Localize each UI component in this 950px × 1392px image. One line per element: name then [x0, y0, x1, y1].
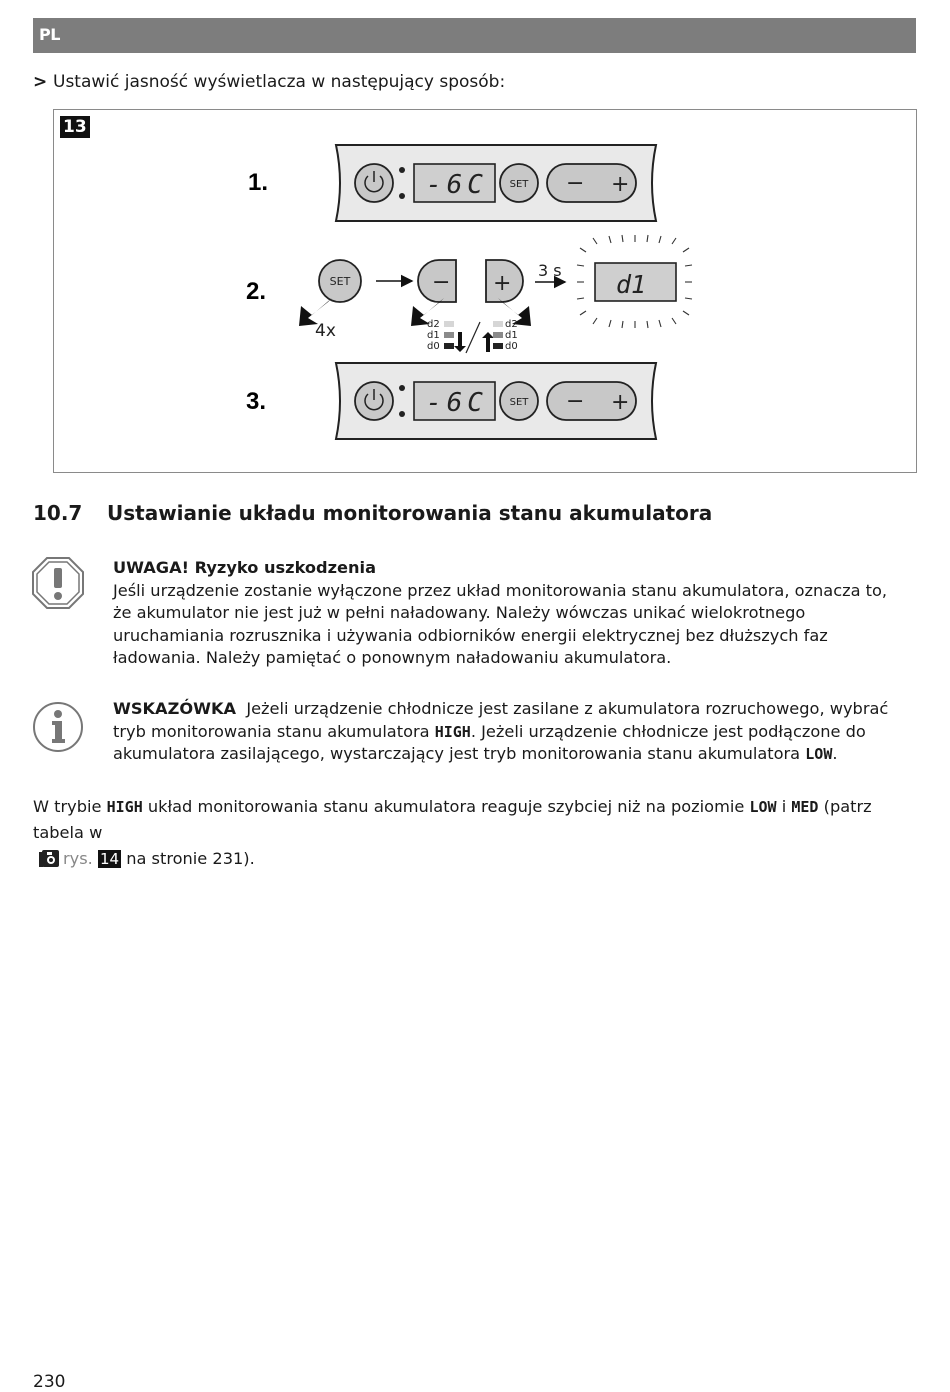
hint-text-3: . — [832, 744, 838, 763]
plus-label-2: + — [493, 271, 512, 296]
step-bullet: > — [33, 72, 48, 92]
step-text: Ustawić jasność wyświetlacza w następujący sposób: — [53, 72, 506, 92]
language-bar — [33, 18, 916, 53]
body-paragraph — [33, 794, 913, 872]
minus-label-2: − — [432, 270, 451, 295]
figure-number: 13 — [60, 116, 90, 138]
set-button-label: SET — [509, 179, 529, 190]
page-number: 230 — [33, 1372, 66, 1392]
para-mode-high: HIGH — [106, 798, 143, 816]
hint-text-2: . Jeżeli urządzenie chłodnicze jest podłączone do akumulatora zasilającego, wystarczający jest tryb monitorowania stanu akumulatora — [113, 721, 866, 763]
panel-row-1 — [336, 145, 656, 221]
para-text-1: W trybie — [33, 797, 102, 816]
camera-icon — [39, 850, 59, 867]
hint-heading: WSKAZÓWKA — [113, 699, 237, 718]
power-icon-row3[interactable] — [355, 382, 393, 420]
warning-heading: UWAGA! Ryzyko uszkodzenia — [113, 558, 376, 577]
control-panel-illustration — [54, 110, 916, 472]
warning-note — [113, 557, 898, 670]
display-value-row3: -6C — [426, 388, 488, 418]
level-d2: d2 — [427, 319, 440, 330]
hint-mode-high: HIGH — [434, 722, 471, 741]
plus-label: + — [611, 172, 630, 197]
para-text-4: (patrz tabela w — [33, 797, 872, 842]
instruction-step — [33, 72, 505, 92]
level-d1-up: d1 — [505, 330, 518, 341]
hint-text-1: Jeżeli urządzenie chłodnicze jest zasilane z akumulatora rozruchowego, wybrać tryb monitorowania stanu akumulatora — [113, 699, 889, 741]
row-label-3: 3. — [246, 388, 267, 415]
level-d0: d0 — [427, 341, 440, 352]
display-dim-value: d1 — [616, 270, 647, 299]
level-d1: d1 — [427, 330, 440, 341]
warning-octagon-icon — [31, 556, 85, 610]
para-text-2: układ monitorowania stanu akumulatora reaguje szybciej niż na poziomie — [147, 797, 745, 816]
panel-row-3 — [336, 363, 656, 439]
para-text-3: i — [781, 797, 787, 816]
figure-ref-label[interactable]: rys. — [63, 849, 93, 868]
section-heading — [33, 501, 712, 525]
row-label-2: 2. — [246, 278, 267, 305]
minus-label-row3: − — [566, 389, 585, 414]
hint-mode-low: LOW — [805, 745, 833, 763]
para-mode-low: LOW — [749, 798, 777, 816]
warning-body: Jeśli urządzenie zostanie wyłączone przez układ monitorowania stanu akumulatora, oznacza to, że akumulator nie jest już w pełni naładowany. Należy wówczas unikać wielokrotnego uruchamiania rozrusznika i używania odbiorników energii elektrycznej bez dłuższych faz ładowania. Należy pamiętać o ponownym naładowaniu akumulatora. — [113, 580, 888, 667]
figure-ref-number[interactable]: 14 — [99, 850, 120, 868]
language-code: PL — [39, 25, 60, 44]
figure-13 — [53, 109, 917, 473]
press-count: 4x — [315, 321, 336, 341]
power-icon[interactable] — [355, 164, 393, 202]
para-text-5: na stronie 231). — [126, 849, 255, 868]
plus-label-row3: + — [611, 390, 630, 415]
section-title: Ustawianie układu monitorowania stanu akumulatora — [107, 501, 713, 525]
minus-label: − — [566, 171, 585, 196]
level-d2-up: d2 — [505, 319, 518, 330]
section-number: 10.7 — [33, 501, 83, 525]
brightness-levels-up — [482, 319, 518, 352]
brightness-levels-down — [427, 319, 466, 352]
set-button-step2-label: SET — [329, 275, 351, 288]
info-icon — [31, 700, 85, 754]
para-mode-med: MED — [791, 798, 819, 816]
set-button-row3-label: SET — [509, 397, 529, 408]
level-d0-up: d0 — [505, 341, 518, 352]
panel-row-2 — [299, 235, 692, 353]
hint-note — [113, 698, 898, 766]
hold-time: 3 s — [538, 261, 562, 280]
display-value: -6C — [426, 170, 488, 200]
row-label-1: 1. — [248, 169, 269, 196]
